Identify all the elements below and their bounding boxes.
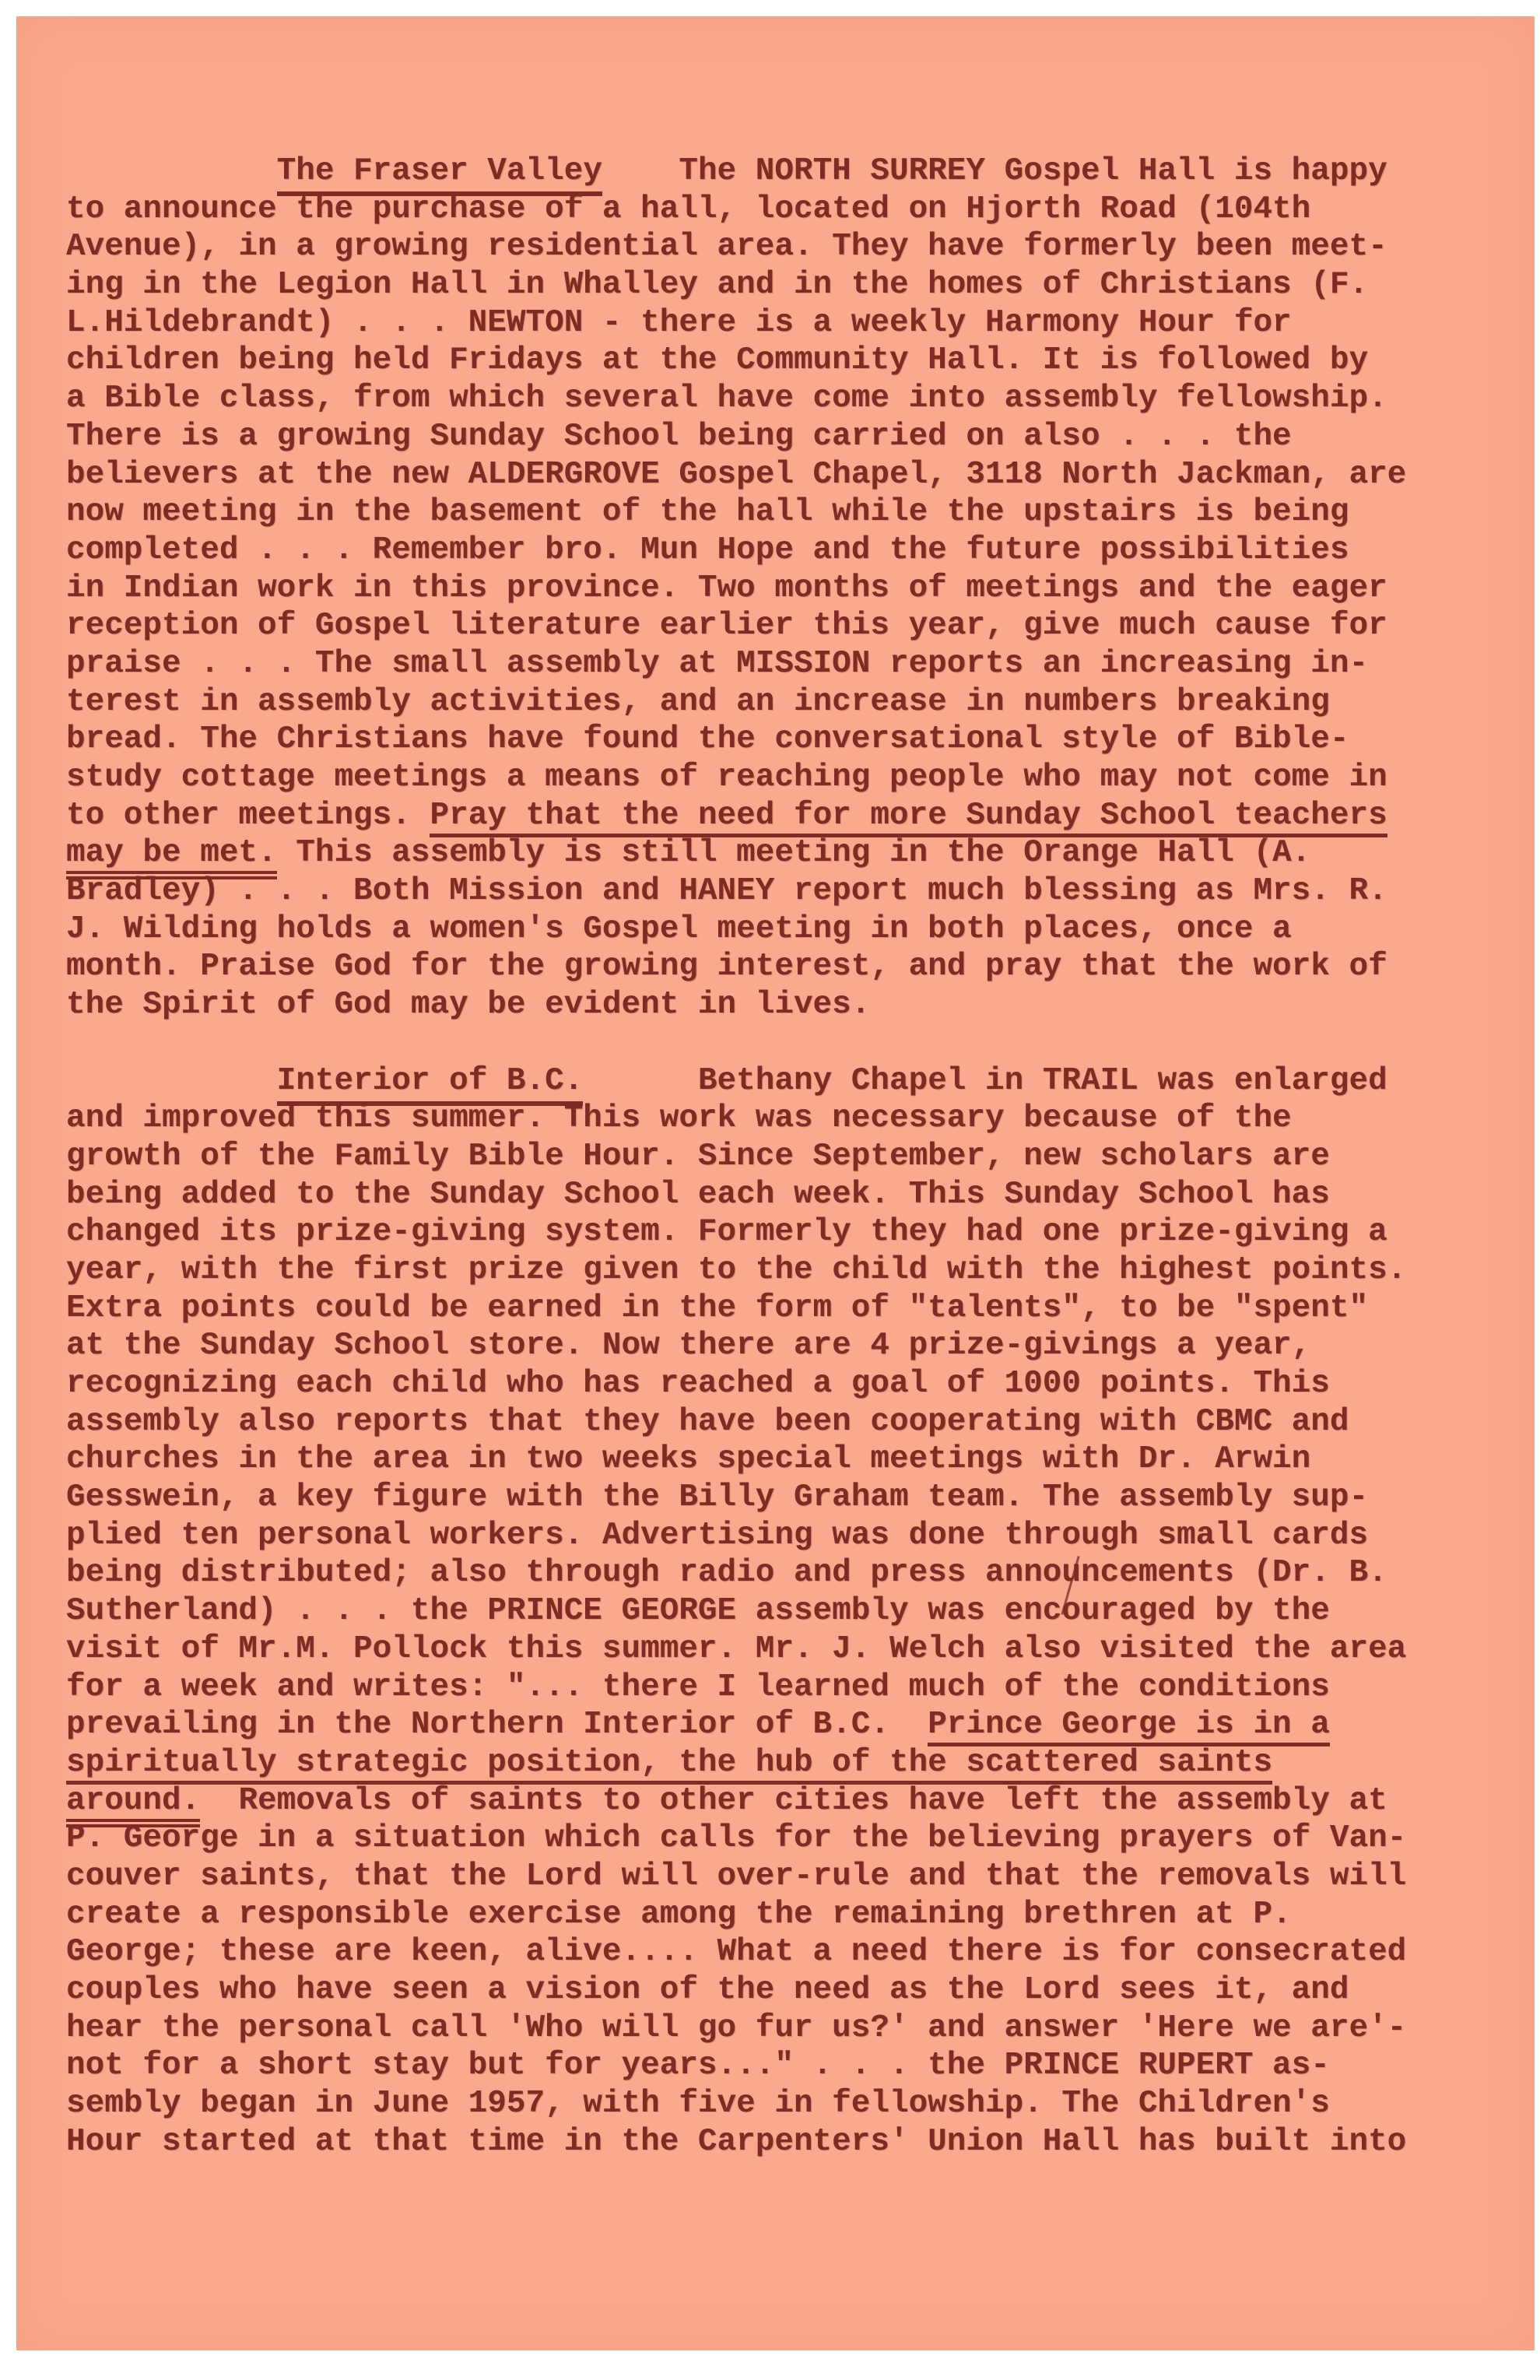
underlined-text: spiritually strategic position, the hub of the scattered saints	[66, 1745, 1272, 1785]
text-segment: This assembly is still meeting in the Orange Hall (A.	[276, 835, 1311, 872]
text-line	[66, 228, 1406, 266]
text-segment	[66, 1063, 277, 1099]
paper-sheet	[16, 16, 1535, 2350]
text-segment: J. Wilding holds a women's Gospel meeting in both places, once a	[66, 911, 1292, 947]
text-segment: to announce the purchase of a hall, located on Hjorth Road (104th	[66, 191, 1311, 227]
document-text	[66, 153, 1406, 2161]
text-segment: sembly began in June 1957, with five in fellowship. The Children's	[66, 2086, 1330, 2122]
text-line	[66, 380, 1406, 418]
text-segment: being distributed; also through radio and press announcements (Dr. B.	[66, 1555, 1387, 1592]
paragraph	[66, 153, 1406, 1024]
text-segment: visit of Mr.M. Pollock this summer. Mr. J. Welch also visited the area	[66, 1631, 1407, 1667]
text-segment: Gesswein, a key figure with the Billy Graham team. The assembly sup-	[66, 1480, 1369, 1516]
text-line	[66, 1403, 1406, 1441]
text-line	[66, 2085, 1406, 2123]
text-line	[66, 2123, 1406, 2161]
text-segment: couver saints, that the Lord will over-rule and that the removals will	[66, 1858, 1407, 1894]
text-segment: plied ten personal workers. Advertising was done through small cards	[66, 1517, 1369, 1553]
underlined-text: Pray that the need for more Sunday School teachers	[430, 798, 1387, 837]
text-line	[66, 570, 1406, 608]
text-segment: now meeting in the basement of the hall while the upstairs is being	[66, 494, 1349, 531]
text-line	[66, 911, 1406, 949]
text-line	[66, 1706, 1406, 1744]
text-segment: Extra points could be earned in the form of "talents", to be "spent"	[66, 1290, 1369, 1326]
text-line	[66, 1327, 1406, 1365]
text-line	[66, 1251, 1406, 1290]
underlined-text: may be met.	[66, 835, 277, 879]
text-line	[66, 2047, 1406, 2085]
text-line	[66, 456, 1406, 494]
text-line	[66, 191, 1406, 229]
text-line	[66, 342, 1406, 380]
underlined-text: Prince George is in a	[928, 1707, 1330, 1746]
underlined-text: around.	[66, 1783, 200, 1827]
text-segment: to other meetings.	[66, 797, 430, 834]
text-segment: L.Hildebrandt) . . . NEWTON - there is a weekly Harmony Hour for	[66, 304, 1292, 341]
text-line	[66, 1441, 1406, 1479]
text-line	[66, 759, 1406, 797]
text-segment: Avenue), in a growing residential area. They have formerly been meet-	[66, 229, 1387, 265]
text-line	[66, 721, 1406, 759]
text-segment: Sutherland) . . . the PRINCE GEORGE assembly was encouraged by the	[66, 1593, 1330, 1630]
text-segment: Removals of saints to other cities have left the assembly at	[200, 1782, 1387, 1819]
text-line	[66, 1062, 1406, 1100]
text-segment: year, with the first prize given to the child with the highest points.	[66, 1251, 1407, 1288]
paragraph	[66, 1062, 1406, 2161]
text-segment: not for a short stay but for years..." . . . the PRINCE RUPERT as-	[66, 2048, 1330, 2084]
text-segment: month. Praise God for the growing interest, and pray that the work of	[66, 949, 1387, 985]
text-line	[66, 532, 1406, 570]
underlined-text: The Fraser Valley	[277, 153, 602, 196]
text-line	[66, 607, 1406, 645]
text-segment: churches in the area in two weeks special meetings with Dr. Arwin	[66, 1441, 1311, 1478]
text-segment: believers at the new ALDERGROVE Gospel Chapel, 3118 North Jackman, are	[66, 456, 1407, 493]
text-line	[66, 418, 1406, 456]
text-line	[66, 1669, 1406, 1707]
text-line	[66, 1592, 1406, 1631]
text-line	[66, 1213, 1406, 1251]
text-line	[66, 1631, 1406, 1669]
text-line	[66, 1896, 1406, 1934]
text-line	[66, 1971, 1406, 2010]
text-line	[66, 797, 1406, 835]
text-segment: prevailing in the Northern Interior of B.C.	[66, 1707, 928, 1743]
text-segment: changed its prize-giving system. Formerly they had one prize-giving a	[66, 1214, 1387, 1251]
text-segment: couples who have seen a vision of the need as the Lord sees it, and	[66, 1972, 1349, 2008]
text-segment: praise . . . The small assembly at MISSION reports an increasing in-	[66, 645, 1369, 682]
text-segment: children being held Fridays at the Community Hall. It is followed by	[66, 342, 1369, 379]
text-segment	[66, 153, 277, 189]
text-line	[66, 948, 1406, 986]
text-segment: ing in the Legion Hall in Whalley and in the homes of Christians (F.	[66, 267, 1369, 304]
text-segment: create a responsible exercise among the remaining brethren at P.	[66, 1896, 1292, 1932]
text-line	[66, 1517, 1406, 1555]
text-segment: Bradley) . . . Both Mission and HANEY report much blessing as Mrs. R.	[66, 873, 1387, 910]
text-segment: reception of Gospel literature earlier this year, give much cause for	[66, 608, 1387, 644]
text-segment: for a week and writes: "... there I learned much of the conditions	[66, 1669, 1330, 1705]
text-segment: assembly also reports that they have been cooperating with CBMC and	[66, 1403, 1349, 1440]
text-segment: Bethany Chapel in TRAIL was enlarged	[583, 1062, 1387, 1099]
text-segment: Hour started at that time in the Carpenters' Union Hall has built into	[66, 2123, 1407, 2160]
text-segment: terest in assembly activities, and an increase in numbers breaking	[66, 683, 1330, 720]
text-line	[66, 1479, 1406, 1517]
text-segment: and improved this summer. This work was necessary because of the	[66, 1100, 1292, 1137]
text-line	[66, 986, 1406, 1024]
text-segment: the Spirit of God may be evident in lives.	[66, 987, 871, 1023]
text-line	[66, 1933, 1406, 1971]
text-segment: George; these are keen, alive.... What a need there is for consecrated	[66, 1934, 1407, 1971]
text-line	[66, 266, 1406, 304]
text-line	[66, 1176, 1406, 1214]
text-segment: The NORTH SURREY Gospel Hall is happy	[602, 153, 1387, 189]
text-line	[66, 304, 1406, 342]
text-line	[66, 2010, 1406, 2048]
text-segment: at the Sunday School store. Now there are 4 prize-givings a year,	[66, 1328, 1311, 1364]
text-line	[66, 1365, 1406, 1403]
text-segment: There is a growing Sunday School being carried on also . . . the	[66, 418, 1292, 455]
text-line	[66, 872, 1406, 911]
text-segment: study cottage meetings a means of reaching people who may not come in	[66, 760, 1387, 795]
text-line	[66, 834, 1406, 872]
text-line	[66, 1138, 1406, 1176]
text-line	[66, 1554, 1406, 1592]
text-line	[66, 1858, 1406, 1896]
text-line	[66, 493, 1406, 532]
text-segment: recognizing each child who has reached a goal of 1000 points. This	[66, 1366, 1330, 1402]
text-line	[66, 1744, 1406, 1782]
text-line	[66, 153, 1406, 191]
text-segment: being added to the Sunday School each week. This Sunday School has	[66, 1176, 1330, 1213]
text-segment: growth of the Family Bible Hour. Since September, new scholars are	[66, 1138, 1330, 1174]
text-line	[66, 1820, 1406, 1858]
text-segment: P. George in a situation which calls for the believing prayers of Van-	[66, 1820, 1407, 1857]
text-segment: hear the personal call 'Who will go fur us?' and answer 'Here we are'-	[66, 2010, 1407, 2046]
text-segment: completed . . . Remember bro. Mun Hope and the future possibilities	[66, 532, 1349, 568]
text-segment: a Bible class, from which several have come into assembly fellowship.	[66, 381, 1387, 417]
text-line	[66, 1290, 1406, 1328]
text-line	[66, 1782, 1406, 1820]
text-segment: in Indian work in this province. Two months of meetings and the eager	[66, 570, 1387, 606]
text-line	[66, 645, 1406, 683]
text-line	[66, 1100, 1406, 1138]
text-line	[66, 683, 1406, 721]
underlined-text: Interior of B.C.	[277, 1063, 584, 1106]
text-segment: bread. The Christians have found the conversational style of Bible-	[66, 721, 1349, 758]
